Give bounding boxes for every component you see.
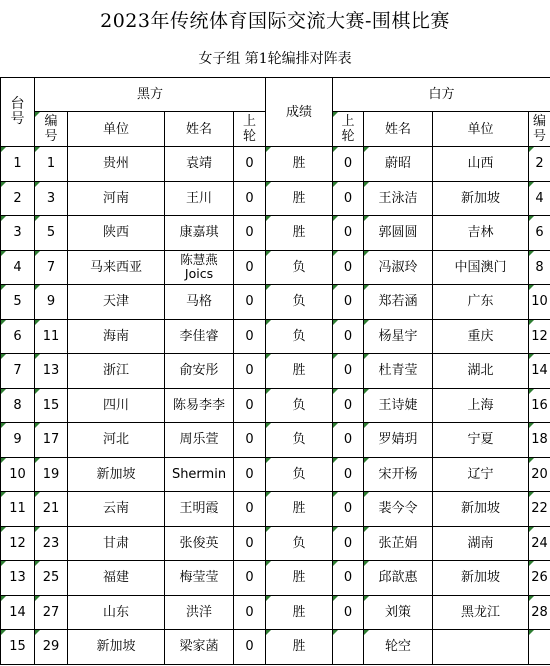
cell-white-unit: 湖北 — [433, 354, 529, 389]
header-white-number-label: 编号 — [533, 114, 547, 144]
cell-white-unit: 湖南 — [433, 526, 529, 561]
cell-board: 8 — [1, 388, 35, 423]
cell-board: 13 — [1, 561, 35, 596]
header-black-number-label: 编号 — [44, 114, 58, 144]
cell-black-unit: 甘肃 — [68, 526, 165, 561]
cell-white-name: 裴今令 — [364, 492, 433, 527]
table-row — [1, 561, 550, 596]
cell-white-number: 10 — [529, 285, 550, 320]
cell-white-name: 冯淑玲 — [364, 250, 433, 285]
cell-black-name: 洪洋 — [165, 595, 234, 630]
cell-white-unit: 新加坡 — [433, 561, 529, 596]
table-row — [1, 388, 550, 423]
cell-white-unit: 宁夏 — [433, 423, 529, 458]
document-title: 2023年传统体育国际交流大赛-围棋比赛 — [100, 10, 450, 32]
cell-white-number: 22 — [529, 492, 550, 527]
cell-board: 4 — [1, 250, 35, 285]
table-row — [1, 526, 550, 561]
cell-board: 3 — [1, 216, 35, 251]
cell-board: 7 — [1, 354, 35, 389]
cell-result: 胜 — [266, 216, 333, 251]
cell-white-number: 8 — [529, 250, 550, 285]
cell-black-number: 19 — [35, 457, 68, 492]
header-white-prev — [333, 112, 364, 147]
cell-white-name: 刘策 — [364, 595, 433, 630]
cell-white-number: 4 — [529, 181, 550, 216]
cell-white-unit: 上海 — [433, 388, 529, 423]
cell-black-name: 马格 — [165, 285, 234, 320]
header-result: 成绩 — [266, 78, 333, 147]
cell-result: 胜 — [266, 354, 333, 389]
cell-result: 胜 — [266, 147, 333, 182]
cell-black-name: 梁家菡 — [165, 630, 234, 665]
cell-black-prev: 0 — [234, 595, 266, 630]
cell-black-prev: 0 — [234, 147, 266, 182]
cell-board: 2 — [1, 181, 35, 216]
cell-black-number: 3 — [35, 181, 68, 216]
table-row — [1, 216, 550, 251]
cell-white-name: 杜青莹 — [364, 354, 433, 389]
table-row — [1, 319, 550, 354]
cell-white-number: 2 — [529, 147, 550, 182]
cell-black-prev: 0 — [234, 181, 266, 216]
table-row — [1, 181, 550, 216]
cell-black-unit: 云南 — [68, 492, 165, 527]
cell-white-number: 24 — [529, 526, 550, 561]
header-black-name: 姓名 — [165, 112, 234, 147]
cell-white-name: 蔚昭 — [364, 147, 433, 182]
cell-result: 负 — [266, 526, 333, 561]
cell-result: 负 — [266, 388, 333, 423]
cell-white-number: 18 — [529, 423, 550, 458]
cell-white-unit: 山西 — [433, 147, 529, 182]
cell-board: 5 — [1, 285, 35, 320]
cell-black-prev: 0 — [234, 630, 266, 665]
cell-black-number: 11 — [35, 319, 68, 354]
cell-white-number: 20 — [529, 457, 550, 492]
cell-white-name: 郑若涵 — [364, 285, 433, 320]
cell-black-number: 29 — [35, 630, 68, 665]
cell-black-prev: 0 — [234, 526, 266, 561]
cell-black-prev: 0 — [234, 388, 266, 423]
header-black-number — [35, 112, 68, 147]
cell-black-unit: 陕西 — [68, 216, 165, 251]
cell-white-number: 12 — [529, 319, 550, 354]
cell-result: 负 — [266, 250, 333, 285]
table-row — [1, 354, 550, 389]
cell-black-name: 王川 — [165, 181, 234, 216]
cell-black-number: 13 — [35, 354, 68, 389]
cell-white-prev: 0 — [333, 354, 364, 389]
cell-black-number: 25 — [35, 561, 68, 596]
cell-result: 胜 — [266, 630, 333, 665]
cell-board: 11 — [1, 492, 35, 527]
cell-black-unit: 浙江 — [68, 354, 165, 389]
pairing-table — [0, 77, 550, 665]
cell-black-number: 1 — [35, 147, 68, 182]
table-row — [1, 492, 550, 527]
cell-white-unit: 辽宁 — [433, 457, 529, 492]
cell-white-unit: 新加坡 — [433, 492, 529, 527]
cell-black-unit: 福建 — [68, 561, 165, 596]
cell-white-prev: 0 — [333, 388, 364, 423]
cell-black-number: 21 — [35, 492, 68, 527]
header-black-unit: 单位 — [68, 112, 165, 147]
cell-black-prev: 0 — [234, 216, 266, 251]
cell-black-prev: 0 — [234, 250, 266, 285]
header-board — [1, 78, 35, 147]
cell-black-prev: 0 — [234, 319, 266, 354]
cell-white-unit — [433, 630, 529, 665]
cell-white-prev: 0 — [333, 492, 364, 527]
cell-board: 15 — [1, 630, 35, 665]
cell-result: 负 — [266, 457, 333, 492]
cell-board: 6 — [1, 319, 35, 354]
header-white-number — [529, 112, 550, 147]
cell-black-name: 李佳睿 — [165, 319, 234, 354]
cell-white-unit: 吉林 — [433, 216, 529, 251]
header-board-label: 台号 — [10, 96, 25, 127]
cell-black-number: 15 — [35, 388, 68, 423]
header-black-prev — [234, 112, 266, 147]
cell-board: 9 — [1, 423, 35, 458]
cell-black-unit: 新加坡 — [68, 457, 165, 492]
cell-black-name: 张俊英 — [165, 526, 234, 561]
cell-white-prev: 0 — [333, 147, 364, 182]
header-white-unit: 单位 — [433, 112, 529, 147]
cell-black-name: 康嘉琪 — [165, 216, 234, 251]
cell-white-name: 王诗婕 — [364, 388, 433, 423]
cell-black-name: 陈易李李 — [165, 388, 234, 423]
cell-white-name: 杨星宇 — [364, 319, 433, 354]
cell-black-number: 7 — [35, 250, 68, 285]
cell-result: 负 — [266, 285, 333, 320]
cell-white-name: 邱歆惠 — [364, 561, 433, 596]
cell-result: 胜 — [266, 181, 333, 216]
cell-white-prev: 0 — [333, 457, 364, 492]
cell-result: 负 — [266, 423, 333, 458]
header-black-prev-label: 上轮 — [243, 114, 257, 144]
cell-black-number: 27 — [35, 595, 68, 630]
cell-black-name: 袁靖 — [165, 147, 234, 182]
cell-white-name: 罗婧玥 — [364, 423, 433, 458]
cell-black-unit: 河北 — [68, 423, 165, 458]
header-white-name: 姓名 — [364, 112, 433, 147]
cell-white-prev: 0 — [333, 526, 364, 561]
cell-black-name-text: 陈慧燕 Joics — [180, 251, 218, 281]
cell-white-prev: 0 — [333, 595, 364, 630]
cell-black-unit: 四川 — [68, 388, 165, 423]
cell-white-name: 张芷娟 — [364, 526, 433, 561]
cell-black-name: 俞安彤 — [165, 354, 234, 389]
header-white-prev-label: 上轮 — [341, 114, 355, 144]
header-black: 黑方 — [35, 78, 266, 112]
cell-black-unit: 新加坡 — [68, 630, 165, 665]
cell-white-number: 26 — [529, 561, 550, 596]
cell-board: 10 — [1, 457, 35, 492]
cell-black-name: Shermin — [165, 457, 234, 492]
table-row — [1, 250, 550, 285]
cell-white-name: 宋开杨 — [364, 457, 433, 492]
cell-white-prev: 0 — [333, 216, 364, 251]
cell-black-prev: 0 — [234, 492, 266, 527]
cell-white-name: 轮空 — [364, 630, 433, 665]
cell-black-prev: 0 — [234, 561, 266, 596]
cell-white-unit: 黑龙江 — [433, 595, 529, 630]
cell-board: 1 — [1, 147, 35, 182]
header-white: 白方 — [333, 78, 550, 112]
cell-black-unit: 山东 — [68, 595, 165, 630]
cell-result: 胜 — [266, 492, 333, 527]
cell-black-number: 9 — [35, 285, 68, 320]
cell-white-number: 14 — [529, 354, 550, 389]
table-row — [1, 595, 550, 630]
cell-black-name: 周乐萱 — [165, 423, 234, 458]
cell-white-prev: 0 — [333, 181, 364, 216]
cell-board: 12 — [1, 526, 35, 561]
cell-black-number: 17 — [35, 423, 68, 458]
table-row — [1, 147, 550, 182]
cell-white-unit: 新加坡 — [433, 181, 529, 216]
cell-black-prev: 0 — [234, 423, 266, 458]
cell-white-unit: 重庆 — [433, 319, 529, 354]
cell-white-prev — [333, 630, 364, 665]
cell-result: 胜 — [266, 561, 333, 596]
cell-black-unit: 天津 — [68, 285, 165, 320]
cell-black-unit: 河南 — [68, 181, 165, 216]
table-row — [1, 285, 550, 320]
cell-white-unit: 中国澳门 — [433, 250, 529, 285]
cell-black-name — [165, 250, 234, 285]
cell-white-prev: 0 — [333, 561, 364, 596]
cell-black-unit: 马来西亚 — [68, 250, 165, 285]
cell-white-prev: 0 — [333, 250, 364, 285]
table-row — [1, 423, 550, 458]
cell-white-prev: 0 — [333, 423, 364, 458]
table-row — [1, 457, 550, 492]
table-row — [1, 630, 550, 665]
cell-result: 胜 — [266, 595, 333, 630]
cell-black-number: 5 — [35, 216, 68, 251]
cell-white-number: 28 — [529, 595, 550, 630]
cell-white-number — [529, 630, 550, 665]
cell-white-prev: 0 — [333, 319, 364, 354]
cell-white-number: 6 — [529, 216, 550, 251]
cell-board: 14 — [1, 595, 35, 630]
cell-black-prev: 0 — [234, 457, 266, 492]
cell-black-name: 王明霞 — [165, 492, 234, 527]
cell-black-unit: 贵州 — [68, 147, 165, 182]
document-subtitle: 女子组 第1轮编排对阵表 — [198, 51, 352, 67]
cell-black-name: 梅莹莹 — [165, 561, 234, 596]
cell-white-name: 郭圆圆 — [364, 216, 433, 251]
cell-black-prev: 0 — [234, 354, 266, 389]
cell-black-prev: 0 — [234, 285, 266, 320]
cell-white-number: 16 — [529, 388, 550, 423]
cell-white-unit: 广东 — [433, 285, 529, 320]
cell-result: 负 — [266, 319, 333, 354]
cell-black-number: 23 — [35, 526, 68, 561]
cell-white-prev: 0 — [333, 285, 364, 320]
cell-white-name: 王泳洁 — [364, 181, 433, 216]
cell-black-unit: 海南 — [68, 319, 165, 354]
